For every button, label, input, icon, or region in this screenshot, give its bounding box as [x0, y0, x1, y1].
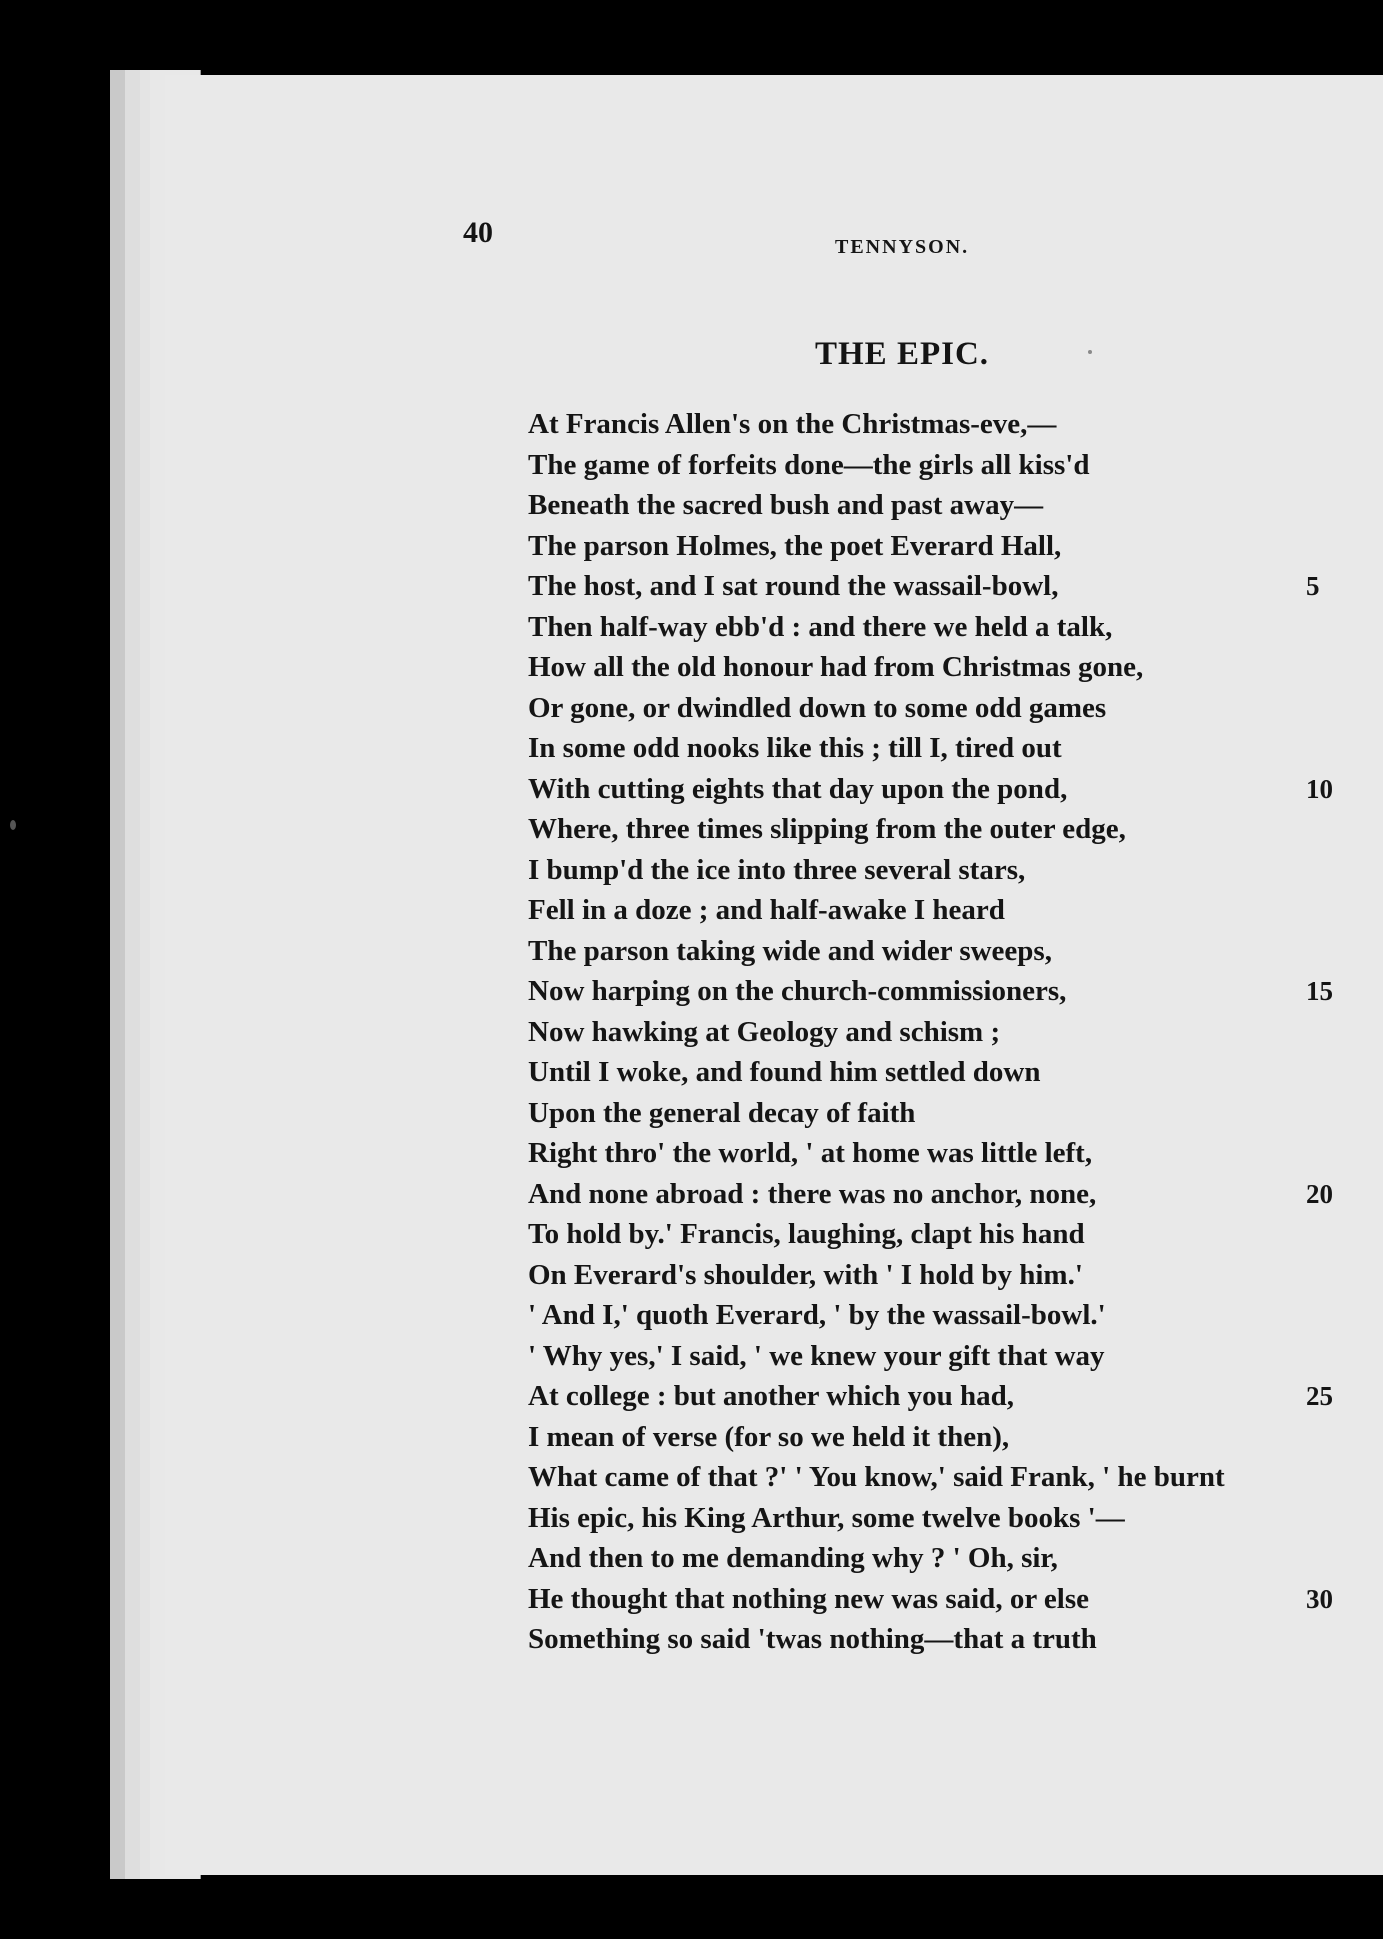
poem-line-text: Upon the general decay of faith: [528, 1096, 916, 1129]
poem-line: [528, 971, 1348, 1012]
poem-line: [528, 1174, 1348, 1215]
poem-line: [528, 1214, 1348, 1255]
poem-line: [528, 1498, 1348, 1539]
poem-line: [528, 890, 1348, 931]
poem-line: [528, 647, 1348, 688]
poem-line: [528, 1052, 1348, 1093]
poem-line: [528, 1457, 1348, 1498]
poem-line: [528, 1255, 1348, 1296]
poem-body: [528, 404, 1348, 1660]
poem-line: [528, 445, 1348, 486]
poem-line-text: He thought that nothing new was said, or else: [528, 1582, 1089, 1615]
poem-line-text: Fell in a doze ; and half-awake I heard: [528, 894, 1005, 926]
poem-line-text: Something so said 'twas nothing—that a truth: [528, 1623, 1097, 1655]
poem-line: [528, 566, 1348, 607]
scan-speck: [10, 820, 16, 830]
poem-line-text: The parson Holmes, the poet Everard Hall,: [528, 529, 1062, 562]
line-number: 5: [1306, 571, 1320, 601]
poem-line-text: And none abroad : there was no anchor, none,: [528, 1177, 1097, 1210]
scan-speck: [1088, 350, 1092, 354]
poem-line-text: Then half-way ebb'd : and there we held a talk,: [528, 610, 1113, 643]
poem-line-text: At college : but another which you had,: [528, 1380, 1015, 1412]
poem-line: [528, 1336, 1348, 1377]
poem-line-text: Where, three times slipping from the outer edge,: [528, 813, 1126, 845]
poem-line-text: On Everard's shoulder, with ' I hold by him.': [528, 1258, 1083, 1291]
poem-line: [528, 688, 1348, 729]
poem-line: [528, 1619, 1348, 1660]
poem-line-text: How all the old honour had from Christmas gone,: [528, 651, 1144, 683]
poem-line-text: Or gone, or dwindled down to some odd games: [528, 691, 1107, 724]
poem-line: [528, 607, 1348, 648]
poem-line-text: The game of forfeits done—the girls all kiss'd: [528, 448, 1090, 481]
line-number: 30: [1306, 1583, 1333, 1614]
poem-line: [528, 404, 1348, 445]
poem-line-text: Now hawking at Geology and schism ;: [528, 1015, 1001, 1048]
poem-line-text: Right thro' the world, ' at home was little left,: [528, 1137, 1093, 1169]
poem-line-text: The host, and I sat round the wassail-bowl,: [528, 570, 1059, 602]
poem-line: [528, 1417, 1348, 1458]
poem-line: [528, 1376, 1348, 1417]
poem-line: [528, 769, 1348, 810]
poem-line: [528, 485, 1348, 526]
running-head: TENNYSON.: [835, 236, 970, 258]
poem-line-text: And then to me demanding why ? ' Oh, sir,: [528, 1542, 1058, 1574]
poem-line-text: His epic, his King Arthur, some twelve books '—: [528, 1501, 1125, 1534]
poem-line: [528, 1579, 1348, 1620]
poem-line: [528, 1538, 1348, 1579]
poem-line-text: In some odd nooks like this ; till I, tired out: [528, 732, 1062, 764]
poem-line-text: I mean of verse (for so we held it then),: [528, 1420, 1010, 1453]
line-number: 15: [1306, 976, 1333, 1006]
line-number: 25: [1306, 1381, 1333, 1411]
poem-line-text: The parson taking wide and wider sweeps,: [528, 934, 1052, 967]
poem-line: [528, 1133, 1348, 1174]
poem-line: [528, 1295, 1348, 1336]
poem-line: [528, 850, 1348, 891]
poem-line: [528, 1093, 1348, 1134]
poem-line-text: I bump'd the ice into three several stars,: [528, 853, 1026, 886]
poem-line-text: What came of that ?' ' You know,' said Frank, ' he burnt: [528, 1461, 1225, 1493]
poem-line-text: To hold by.' Francis, laughing, clapt his hand: [528, 1218, 1085, 1250]
poem-line: [528, 809, 1348, 850]
poem-line-text: Now harping on the church-commissioners,: [528, 975, 1067, 1007]
poem-title: THE EPIC.: [815, 336, 990, 372]
poem-line-text: ' Why yes,' I said, ' we knew your gift that way: [528, 1339, 1105, 1372]
poem-line-text: With cutting eights that day upon the pond,: [528, 772, 1068, 805]
line-number: 10: [1306, 773, 1333, 804]
poem-line-text: At Francis Allen's on the Christmas-eve,—: [528, 408, 1057, 440]
poem-line-text: Beneath the sacred bush and past away—: [528, 489, 1044, 521]
page-number: 40: [463, 216, 493, 249]
poem-line-text: Until I woke, and found him settled down: [528, 1056, 1041, 1088]
poem-line: [528, 728, 1348, 769]
poem-line-text: ' And I,' quoth Everard, ' by the wassail-bowl.': [528, 1299, 1106, 1331]
poem-line: [528, 931, 1348, 972]
poem-line: [528, 526, 1348, 567]
poem-line: [528, 1012, 1348, 1053]
line-number: 20: [1306, 1178, 1333, 1209]
